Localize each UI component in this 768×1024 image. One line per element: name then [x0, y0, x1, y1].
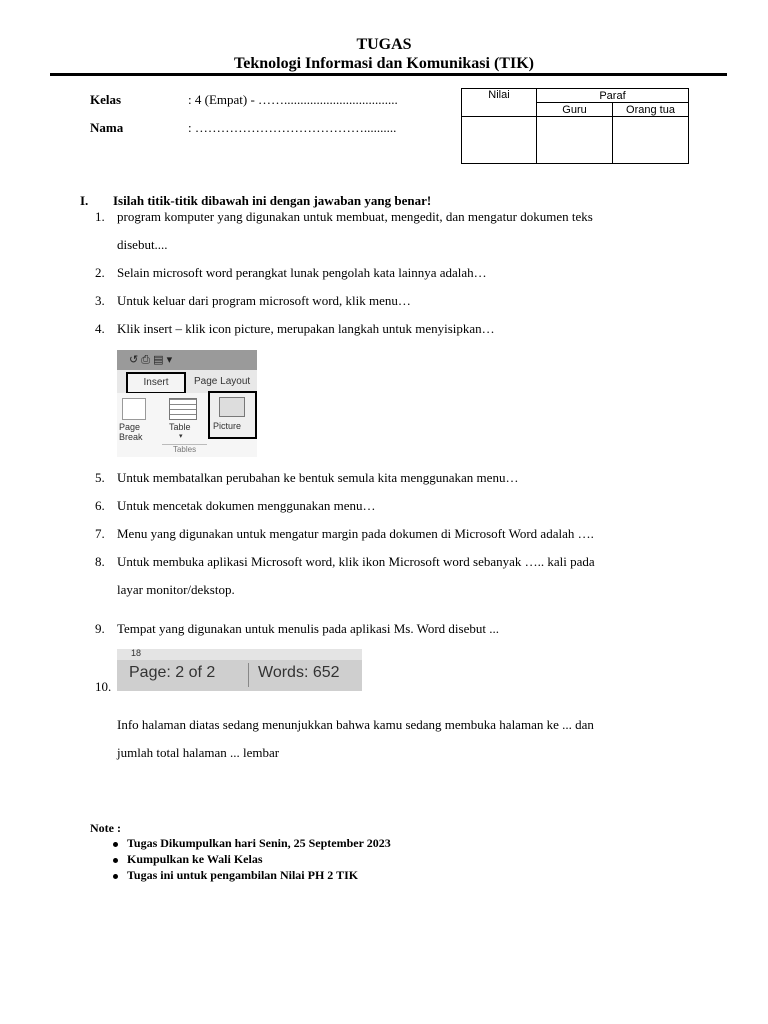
page-indicator: Page: 2 of 2	[129, 664, 216, 681]
question-text: Klik insert – klik icon picture, merupakan langkah untuk menyisipkan…	[117, 321, 495, 336]
quick-access-icons: ↺ ⎙ ▤ ▾	[129, 354, 173, 366]
status-bar-screenshot	[117, 649, 362, 691]
tables-group-label: Tables	[162, 444, 207, 454]
page-layout-tab: Page Layout	[194, 376, 251, 387]
section-number: I.	[80, 193, 89, 208]
question-number: 5.	[95, 470, 105, 485]
ruler-strip	[117, 649, 362, 660]
question-number: 7.	[95, 526, 105, 541]
question-text-continued: disebut....	[117, 237, 168, 252]
note-label: Note :	[90, 821, 121, 835]
table-icon	[169, 398, 197, 420]
question-number: 6.	[95, 498, 105, 513]
question-text: Tempat yang digunakan untuk menulis pada aplikasi Ms. Word disebut ...	[117, 621, 499, 636]
kelas-label: Kelas	[90, 92, 122, 107]
nama-value: : …………………………………..........	[188, 120, 397, 135]
picture-icon	[219, 397, 245, 417]
nilai-cell	[462, 117, 537, 164]
paraf-header: Paraf	[537, 89, 689, 103]
document-title: TUGAS	[356, 36, 412, 53]
question-number: 2.	[95, 265, 105, 280]
question-text: Untuk membatalkan perubahan ke bentuk semula kita menggunakan menu…	[117, 470, 519, 485]
nilai-header: Nilai	[462, 89, 537, 117]
word-count: Words: 652	[258, 664, 340, 681]
insert-tab: Insert	[126, 372, 186, 394]
document-subtitle: Teknologi Informasi dan Komunikasi (TIK)	[234, 55, 534, 72]
page-break-label-2: Break	[119, 432, 143, 442]
table-dropdown-icon: ▾	[179, 433, 183, 440]
bullet-icon	[113, 858, 118, 863]
ruler-number: 18	[131, 649, 142, 658]
question-text: Info halaman diatas sedang menunjukkan bahwa kamu sedang membuka halaman ke ... dan	[117, 717, 594, 732]
question-text: program komputer yang digunakan untuk membuat, mengedit, dan mengatur dokumen teks	[117, 209, 593, 224]
note-item: Kumpulkan ke Wali Kelas	[127, 852, 263, 866]
question-text: Selain microsoft word perangkat lunak pengolah kata lainnya adalah…	[117, 265, 487, 280]
note-item: Tugas ini untuk pengambilan Nilai PH 2 TIK	[127, 868, 359, 882]
question-number: 1.	[95, 209, 105, 224]
page-break-icon	[122, 398, 146, 420]
ribbon-screenshot	[117, 350, 257, 457]
question-number: 10.	[95, 679, 112, 694]
question-text: Untuk membuka aplikasi Microsoft word, klik ikon Microsoft word sebanyak ….. kali pada	[117, 554, 595, 569]
question-text: Untuk keluar dari program microsoft word, klik menu…	[117, 293, 411, 308]
question-text: Menu yang digunakan untuk mengatur margin pada dokumen di Microsoft Word adalah ….	[117, 526, 594, 541]
kelas-value: : 4 (Empat) - ……...................................	[188, 92, 398, 107]
orang-tua-header: Orang tua	[613, 103, 689, 117]
question-text-continued: layar monitor/dekstop.	[117, 582, 235, 597]
header-divider	[50, 73, 727, 76]
section-instruction: Isilah titik-titik dibawah ini dengan jawaban yang benar!	[113, 193, 432, 208]
bullet-icon	[113, 842, 118, 847]
table-label: Table	[169, 422, 191, 432]
question-text-continued: jumlah total halaman ... lembar	[117, 745, 280, 760]
question-number: 4.	[95, 321, 105, 336]
guru-header: Guru	[537, 103, 613, 117]
score-table	[461, 88, 689, 164]
bullet-icon	[113, 874, 118, 879]
picture-button-highlight	[208, 391, 257, 439]
orang-tua-cell	[613, 117, 689, 164]
status-divider	[248, 663, 249, 687]
picture-label: Picture	[213, 421, 242, 431]
question-number: 8.	[95, 554, 105, 569]
guru-cell	[537, 117, 613, 164]
question-number: 3.	[95, 293, 105, 308]
question-text: Untuk mencetak dokumen menggunakan menu…	[117, 498, 376, 513]
nama-label: Nama	[90, 120, 124, 135]
question-number: 9.	[95, 621, 105, 636]
page-break-label: Page	[119, 422, 141, 432]
note-item: Tugas Dikumpulkan hari Senin, 25 September 2023	[127, 836, 391, 850]
quick-access-toolbar	[117, 350, 257, 370]
